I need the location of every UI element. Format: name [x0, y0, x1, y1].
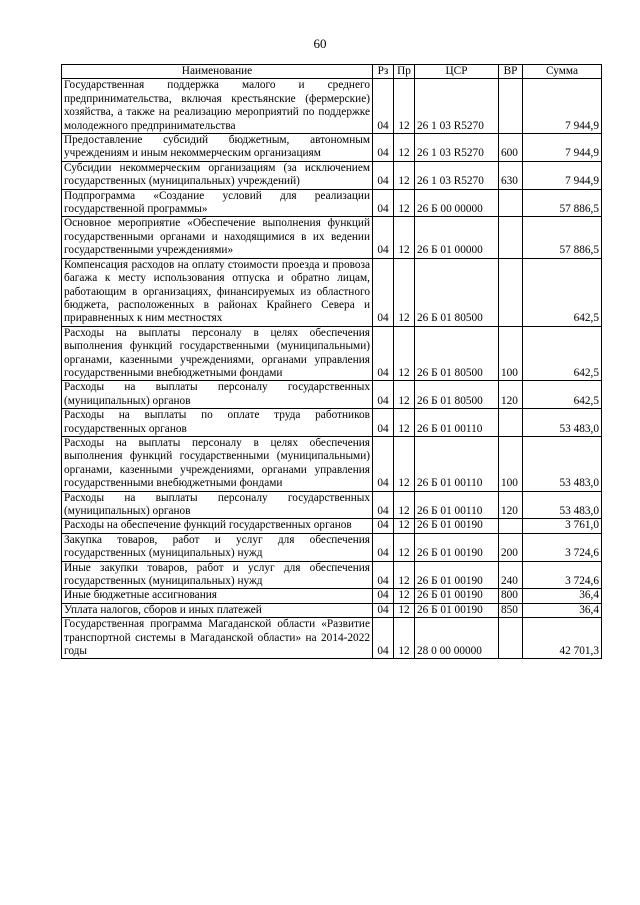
cell-vr: 120: [499, 491, 523, 519]
cell-csr: 26 Б 01 00110: [415, 436, 499, 491]
cell-pr: 12: [394, 519, 415, 533]
cell-csr: 26 Б 01 00190: [415, 603, 499, 617]
cell-rz: 04: [373, 134, 394, 162]
table-row: [62, 561, 602, 589]
cell-sum: 42 701,3: [523, 618, 602, 659]
cell-name: Расходы на обеспечение функций государственных органов: [62, 519, 373, 533]
cell-rz: 04: [373, 533, 394, 561]
cell-rz: 04: [373, 491, 394, 519]
table-row: [62, 161, 602, 189]
cell-pr: 12: [394, 561, 415, 589]
cell-pr: 12: [394, 409, 415, 437]
cell-sum: 7 944,9: [523, 161, 602, 189]
cell-sum: 642,5: [523, 258, 602, 326]
cell-csr: 26 Б 01 00110: [415, 409, 499, 437]
cell-pr: 12: [394, 79, 415, 134]
cell-pr: 12: [394, 436, 415, 491]
cell-sum: 3 761,0: [523, 519, 602, 533]
table-row: [62, 491, 602, 519]
budget-table: [61, 64, 602, 659]
cell-sum: 7 944,9: [523, 79, 602, 134]
cell-name: Компенсация расходов на оплату стоимости проезда и провоза багажа к месту использования отпуска и обратно лицам, работающим в организациях, финансируемых из областного бюджета, расположенных в районах Крайнего Севера и приравненных к ним местностях: [62, 258, 373, 326]
cell-sum: 57 886,5: [523, 217, 602, 258]
cell-pr: 12: [394, 618, 415, 659]
cell-csr: 26 Б 01 80500: [415, 258, 499, 326]
cell-name: Субсидии некоммерческим организациям (за исключением государственных (муниципальных) учреждений): [62, 161, 373, 189]
table-row: [62, 589, 602, 603]
header-csr: ЦСР: [415, 65, 499, 79]
cell-vr: [499, 618, 523, 659]
cell-csr: 26 Б 01 00190: [415, 561, 499, 589]
cell-name: Государственная программа Магаданской области «Развитие транспортной системы в Магаданской области» на 2014-2022 годы: [62, 618, 373, 659]
cell-rz: 04: [373, 561, 394, 589]
cell-sum: 642,5: [523, 326, 602, 381]
header-vr: ВР: [499, 65, 523, 79]
header-rz: Рз: [373, 65, 394, 79]
cell-rz: 04: [373, 161, 394, 189]
cell-rz: 04: [373, 519, 394, 533]
cell-pr: 12: [394, 533, 415, 561]
page-number: 60: [313, 36, 327, 51]
cell-sum: 53 483,0: [523, 436, 602, 491]
cell-pr: 12: [394, 258, 415, 326]
cell-pr: 12: [394, 603, 415, 617]
cell-vr: 600: [499, 134, 523, 162]
cell-csr: 26 Б 01 00190: [415, 589, 499, 603]
cell-vr: [499, 79, 523, 134]
cell-pr: 12: [394, 326, 415, 381]
cell-pr: 12: [394, 217, 415, 258]
cell-name: Иные закупки товаров, работ и услуг для обеспечения государственных (муниципальных) нужд: [62, 561, 373, 589]
cell-vr: 100: [499, 326, 523, 381]
table-row: [62, 603, 602, 617]
table-row: [62, 519, 602, 533]
cell-csr: 26 Б 01 00000: [415, 217, 499, 258]
table-row: [62, 381, 602, 409]
cell-vr: [499, 258, 523, 326]
table-row: [62, 217, 602, 258]
cell-csr: 26 Б 00 00000: [415, 189, 499, 217]
table-row: [62, 189, 602, 217]
header-name: Наименование: [62, 65, 373, 79]
cell-csr: 26 1 03 R5270: [415, 161, 499, 189]
cell-csr: 26 Б 01 00110: [415, 491, 499, 519]
cell-vr: 850: [499, 603, 523, 617]
cell-rz: 04: [373, 618, 394, 659]
cell-vr: [499, 217, 523, 258]
cell-name: Государственная поддержка малого и среднего предпринимательства, включая крестьянские (фермерские) хозяйства, а также на реализацию мероприятий по поддержке молодежного предпринимательства: [62, 79, 373, 134]
cell-vr: 800: [499, 589, 523, 603]
cell-name: Уплата налогов, сборов и иных платежей: [62, 603, 373, 617]
cell-name: Основное мероприятие «Обеспечение выполнения функций государственными органами и находящимися в их ведении государственными учреждениями»: [62, 217, 373, 258]
table-row: [62, 134, 602, 162]
cell-vr: 200: [499, 533, 523, 561]
cell-sum: 53 483,0: [523, 491, 602, 519]
cell-sum: 57 886,5: [523, 189, 602, 217]
table-row: [62, 409, 602, 437]
cell-vr: 630: [499, 161, 523, 189]
cell-vr: 100: [499, 436, 523, 491]
cell-pr: 12: [394, 491, 415, 519]
cell-sum: 3 724,6: [523, 561, 602, 589]
cell-vr: [499, 189, 523, 217]
cell-csr: 26 Б 01 00190: [415, 519, 499, 533]
cell-rz: 04: [373, 79, 394, 134]
cell-csr: 28 0 00 00000: [415, 618, 499, 659]
cell-rz: 04: [373, 603, 394, 617]
table-body: [62, 79, 602, 659]
cell-name: Иные бюджетные ассигнования: [62, 589, 373, 603]
cell-csr: 26 1 03 R5270: [415, 79, 499, 134]
cell-rz: 04: [373, 258, 394, 326]
cell-name: Расходы на выплаты персоналу в целях обеспечения выполнения функций государственными (муниципальными) органами, казенными учреждениями, органами управления государственными внебюджетными фондами: [62, 326, 373, 381]
cell-sum: 642,5: [523, 381, 602, 409]
cell-csr: 26 Б 01 00190: [415, 533, 499, 561]
cell-name: Закупка товаров, работ и услуг для обеспечения государственных (муниципальных) нужд: [62, 533, 373, 561]
cell-name: Расходы на выплаты персоналу государственных (муниципальных) органов: [62, 491, 373, 519]
cell-pr: 12: [394, 161, 415, 189]
cell-rz: 04: [373, 409, 394, 437]
cell-name: Расходы на выплаты по оплате труда работников государственных органов: [62, 409, 373, 437]
cell-sum: 53 483,0: [523, 409, 602, 437]
cell-sum: 7 944,9: [523, 134, 602, 162]
table-header-row: [62, 65, 602, 79]
cell-rz: 04: [373, 589, 394, 603]
cell-rz: 04: [373, 381, 394, 409]
cell-vr: [499, 409, 523, 437]
header-sum: Сумма: [523, 65, 602, 79]
cell-csr: 26 Б 01 80500: [415, 381, 499, 409]
cell-sum: 3 724,6: [523, 533, 602, 561]
cell-rz: 04: [373, 189, 394, 217]
cell-name: Подпрограмма «Создание условий для реализации государственной программы»: [62, 189, 373, 217]
cell-name: Расходы на выплаты персоналу в целях обеспечения выполнения функций государственными (муниципальными) органами, казенными учреждениями, органами управления государственными внебюджетными фондами: [62, 436, 373, 491]
cell-csr: 26 Б 01 80500: [415, 326, 499, 381]
cell-sum: 36,4: [523, 603, 602, 617]
cell-vr: 240: [499, 561, 523, 589]
cell-name: Предоставление субсидий бюджетным, автономным учреждениям и иным некоммерческим организациям: [62, 134, 373, 162]
cell-pr: 12: [394, 134, 415, 162]
table-row: [62, 326, 602, 381]
cell-vr: 120: [499, 381, 523, 409]
table-row: [62, 436, 602, 491]
cell-name: Расходы на выплаты персоналу государственных (муниципальных) органов: [62, 381, 373, 409]
cell-rz: 04: [373, 436, 394, 491]
cell-rz: 04: [373, 326, 394, 381]
cell-csr: 26 1 03 R5270: [415, 134, 499, 162]
cell-vr: [499, 519, 523, 533]
cell-sum: 36,4: [523, 589, 602, 603]
cell-pr: 12: [394, 381, 415, 409]
table-row: [62, 533, 602, 561]
header-pr: Пр: [394, 65, 415, 79]
table-row: [62, 618, 602, 659]
table-row: [62, 79, 602, 134]
cell-rz: 04: [373, 217, 394, 258]
cell-pr: 12: [394, 189, 415, 217]
table-row: [62, 258, 602, 326]
cell-pr: 12: [394, 589, 415, 603]
